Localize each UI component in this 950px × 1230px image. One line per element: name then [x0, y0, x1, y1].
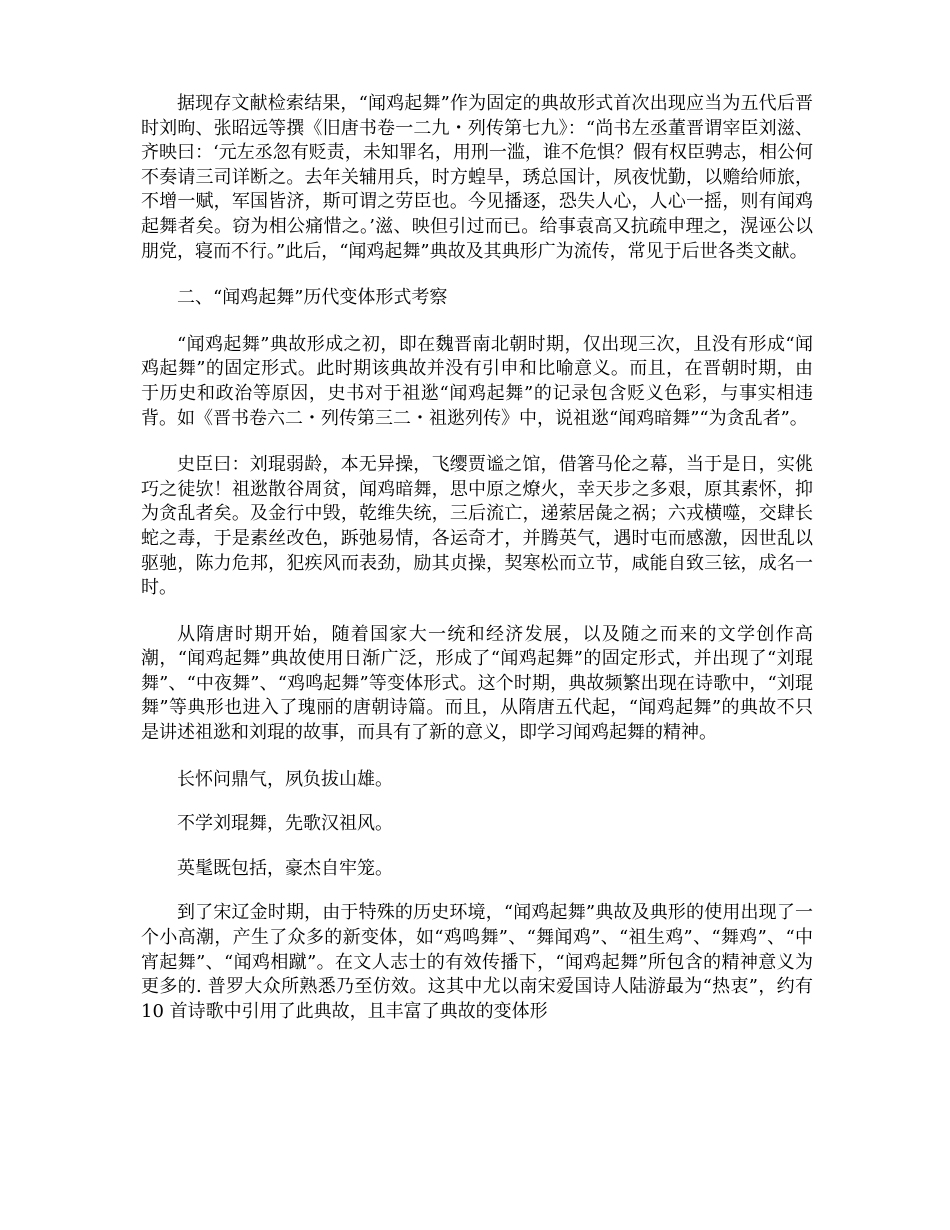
paragraph-quote: 史臣曰：刘琨弱龄，本无异操，飞缨贾谧之馆，借箸马伦之幕，当于是日，实佻巧之徒欤！祖逖散谷周贫，闻鸡暗舞，思中原之燎火，幸天步之多艰，原其素怀，抑为贪乱者矣。及金行中毁，乾维失统，三后流亡，递萦居彘之祸；六戎横噬，交肆长蛇之毒，于是素丝改色，跅弛易情，各运奇才，并腾英气，遇时屯而感激，因世乱以驱驰，陈力危邦，犯疾风而表劲，励其贞操，契寒松而立节，咸能自致三铉，成名一时。 [141, 454, 813, 599]
section-heading: 二、“闻鸡起舞”历代变体形式考察 [177, 287, 448, 309]
paragraph-origin: “闻鸡起舞”典故形成之初，即在魏晋南北朝时期，仅出现三次，且没有形成“闻鸡起舞”的固定形式。此时期该典故并没有引申和比喻意义。而且，在晋朝时期，由于历史和政治等原因，史书对于祖逖“闻鸡起舞”的记录包含贬义色彩，与事实相违背。如《晋书卷六二・列传第三二・祖逖列传》中，说祖逖“闻鸡暗舞”“为贪乱者”。 [141, 333, 813, 429]
poem-line: 不学刘琨舞，先歌汉祖风。 [177, 813, 393, 835]
document-page [141, 92, 813, 1046]
paragraph-sui-tang: 从隋唐时期开始，随着国家大一统和经济发展，以及随之而来的文学创作高潮，“闻鸡起舞”典故使用日渐广泛，形成了“闻鸡起舞”的固定形式，并出现了“刘琨舞”、“中夜舞”、“鸡鸣起舞”等变体形式。这个时期，典故频繁出现在诗歌中，“刘琨舞”等典形也进入了瑰丽的唐朝诗篇。而且，从隋唐五代起，“闻鸡起舞”的典故不只是讲述祖逖和刘琨的故事，而具有了新的意义，即学习闻鸡起舞的精神。 [141, 623, 813, 744]
paragraph-song-liao-jin: 到了宋辽金时期，由于特殊的历史环境，“闻鸡起舞”典故及典形的使用出现了一个小高潮，产生了众多的新变体，如“鸡鸣舞”、“舞闻鸡”、“祖生鸡”、“舞鸡”、“中宵起舞”、“闻鸡相蹴”。在文人志士的有效传播下，“闻鸡起舞”所包含的精神意义为更多的. 普罗大众所熟悉乃至仿效。这其中尤以南宋爱国诗人陆游最为“热衷”，约有 10 首诗歌中引用了此典故，且丰富了典故的变体形 [141, 902, 813, 1022]
paragraph-intro: 据现存文献检索结果，“闻鸡起舞”作为固定的典故形式首次出现应当为五代后晋时刘昫、张昭远等撰《旧唐书卷一二九・列传第七九》：“尚书左丞董晋谓宰臣刘滋、齐映曰：‘元左丞忽有贬责，未知罪名，用刑一滥，谁不危惧？假有权臣骋志，相公何不奏请三司详断之。去年关辅用兵，时方蝗旱，琇总国计，夙夜忧勤，以赡给师旅，不增一赋，军国皆济，斯可谓之劳臣也。今见播逐，恐失人心，人心一摇，则有闻鸡起舞者矣。窃为相公痛惜之。’滋、映但引过而已。给事袁高又抗疏申理之，滉诬公以朋党，寝而不行。”此后，“闻鸡起舞”典故及其典形广为流传，常见于后世各类文献。 [141, 93, 813, 262]
poem-line: 英髦既包括，豪杰自牢笼。 [177, 857, 393, 879]
poem-line: 长怀问鼎气，夙负拔山雄。 [177, 768, 393, 790]
